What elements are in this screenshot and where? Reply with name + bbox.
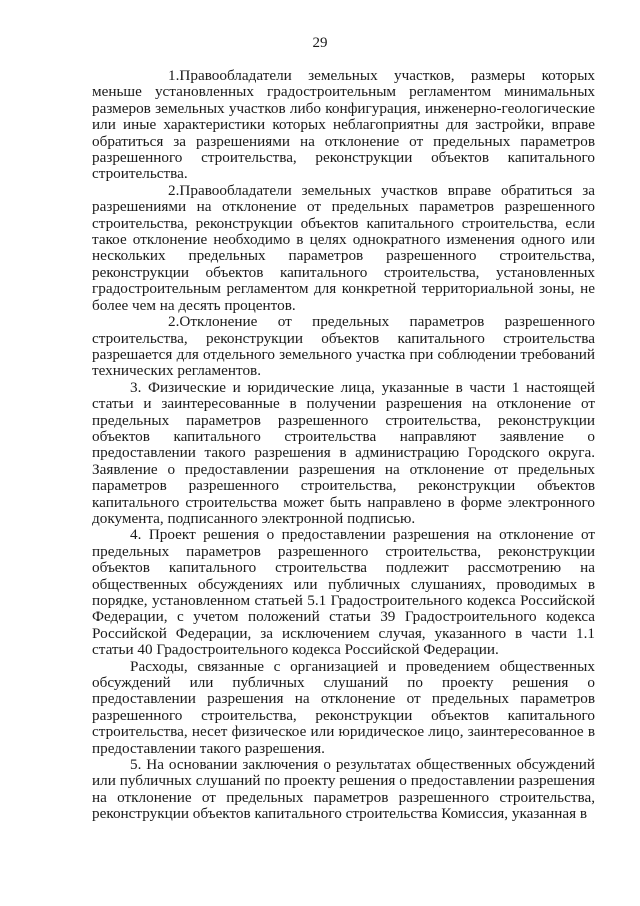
paragraph-number: 2. xyxy=(168,313,180,331)
paragraph-text: 3. Физические и юридические лица, указанные в части 1 настоящей статьи и заинтересованные в получении разрешения на отклонение от предельных параметров разрешенного строительства, реконструкции объектов капитального строительства направляют заявление о предоставлении такого разрешения в администрацию Городского округа. Заявление о предоставлении разрешения на отклонение от предельных параметров разрешенного строительства, реконструкции объектов капитального строительства может быть направлено в форме электронного документа, подписанного электронной подписью. xyxy=(92,378,595,527)
paragraph-number: 1. xyxy=(168,67,180,84)
paragraph-6 xyxy=(92,659,595,757)
paragraph-text: 4. Проект решения о предоставлении разрешения на отклонение от предельных параметров разрешенного строительства, реконструкции объектов капитального строительства подлежит рассмотрению на общественных обсуждениях или публичных слушаниях, проводимых в порядке, установленном статьей 5.1 Градостроительного кодекса Российской Федерации, с учетом положений статьи 39 Градостроительного кодекса Российской Федерации, за исключением случая, указанного в части 1.1 статьи 40 Градостроительного кодекса Российской Федерации. xyxy=(92,526,595,659)
paragraph-text: Расходы, связанные с организацией и проведением общественных обсуждений или публичных слушаний по проекту решения о предоставлении разрешения на отклонение от предельных параметров разрешенного строительства, реконструкции объектов капитального строительства, несет физическое или юридическое лицо, заинтересованное в предоставлении такого разрешения. xyxy=(92,657,595,757)
paragraph-7 xyxy=(92,757,595,823)
paragraph-text: Отклонение от предельных параметров разрешенного строительства, реконструкции объектов капитального строительства разрешается для отдельного земельного участка при соблюдении требований технических регламентов. xyxy=(92,313,595,380)
paragraph-3 xyxy=(92,314,595,380)
document-body xyxy=(92,68,595,823)
paragraph-5 xyxy=(92,527,595,658)
paragraph-number: 2. xyxy=(168,181,180,199)
paragraph-text: Правообладатели земельных участков вправе обратиться за разрешениями на отклонение от предельных параметров разрешенного строительства, реконструкции объектов капитального строительства, если такое отклонение необходимо в целях однократного изменения одного или нескольких предельных параметров разрешенного строительства, реконструкции объектов капитального строительства, установленных градостроительным регламентом для конкретной территориальной зоны, не более чем на десять процентов. xyxy=(92,181,595,314)
paragraph-2 xyxy=(92,183,595,314)
paragraph-4 xyxy=(92,380,595,528)
paragraph-1 xyxy=(92,68,595,183)
paragraph-text: Правообладатели земельных участков, размеры которых меньше установленных градостроительным регламентом минимальных размеров земельных участков либо конфигурация, инженерно-геологические или иные характеристики которых неблагоприятны для застройки, вправе обратиться за разрешениями на отклонение от предельных параметров разрешенного строительства, реконструкции объектов капитального строительства. xyxy=(92,67,595,183)
page-number: 29 xyxy=(312,35,328,51)
paragraph-text: 5. На основании заключения о результатах общественных обсуждений или публичных слушаний по проекту решения о предоставлении разрешения на отклонение от предельных параметров разрешенного строительства, реконструкции объектов капитального строительства Комиссия, указанная в xyxy=(92,756,595,823)
